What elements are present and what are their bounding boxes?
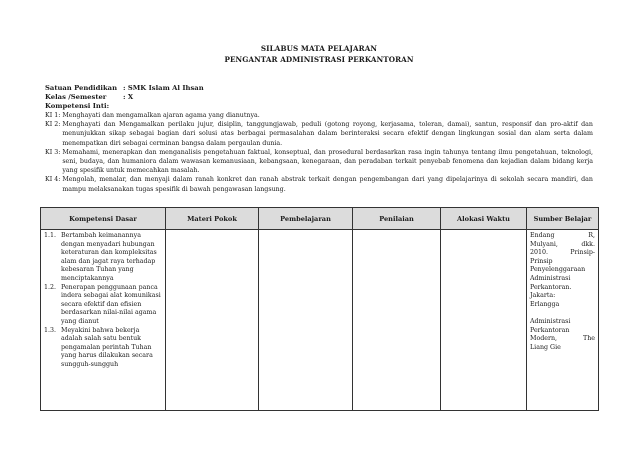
kd-text: Meyakini bahwa bekerja adalah salah satu bentuk pengamalan perintah Tuhan yang harus dilakukan secara sungguh-sungguh [61,326,153,368]
sumber-line [530,241,595,250]
header-materi-pokok: Materi Pokok [166,208,259,230]
kd-number: 1.2. [44,283,57,291]
kompetensi-inti-list [45,111,593,194]
ki-item [45,111,593,120]
sumber-line: Erlangga [530,300,560,308]
table-row [41,230,599,411]
sumber-spacer [530,309,595,318]
kd-number: 1.1. [44,232,57,239]
kd-item [44,327,162,370]
sumber-text: Prinsip- [570,249,595,257]
cell-pembelajaran [259,230,353,411]
document-title: SILABUS MATA PELAJARAN [260,44,378,53]
syllabus-table [40,207,599,411]
header-kompetensi-dasar: Kompetensi Dasar [41,208,166,230]
ki-text: Memahami, menerapkan dan menganalisis pengetahuan faktual, konseptual, dan prosedural berdasarkan rasa ingin tahunya tentang ilmu pengetahuan, teknologi, seni, budaya, dan humaniora dalam wawasan kemanusiaan, kebangsaan, kenegaraan, dan peradaban terkait penyebab fenomena dan kejadian dalam bidang kerja yang spesifik untuk memecahkan masalah. [62,148,593,175]
sumber-line: Liang Gie [530,343,561,351]
header-sumber-belajar: Sumber Belajar [527,208,599,230]
sumber-line: Perkantoran [530,326,570,334]
header-pembelajaran: Pembelajaran [259,208,353,230]
sumber-text: Modern, [530,335,558,343]
table-header-row [41,208,599,230]
ki-label: KI 1: [45,112,61,119]
kd-number: 1.3. [44,326,57,334]
sumber-line: Administrasi [530,274,571,282]
sumber-text: Mulyani, [530,240,558,248]
sumber-text: 2010. [530,249,549,257]
sumber-line [530,232,595,241]
header-alokasi-waktu: Alokasi Waktu [441,208,527,230]
sumber-text: Endang [530,232,555,239]
sumber-line: Perkantoran. [530,283,572,291]
meta-kelas-semester [45,93,133,101]
kelas-value: : X [123,93,134,101]
ki-item [45,148,593,176]
kd-text: Penerapan penggunaan panca indera sebagai alat komunikasi secara efektif dan efisien berdasarkan nilai-nilai agama yang dianut [61,283,161,325]
ki-text: Mengolah, menalar, dan menyaji dalam ranah konkret dan ranah abstrak terkait dengan pengembangan dari yang dipelajarinya di sekolah secara mandiri, dan mampu melaksanakan tugas spesifik di bawah pengawasan langsung. [62,176,593,193]
header-penilaian: Penilaian [353,208,441,230]
meta-satuan-pendidikan [45,84,204,92]
satuan-value: : SMK Islam Al Ihsan [123,84,204,92]
sumber-line: Penyelenggaraan [530,266,586,274]
kd-item [44,232,162,284]
ki-item [45,175,593,193]
kd-item [44,284,162,327]
cell-kompetensi-dasar [41,230,166,411]
sumber-text: The [583,335,595,343]
ki-item [45,120,593,148]
sumber-text: dkk. [581,240,595,248]
kelas-label: Kelas /Semester [45,93,107,101]
sumber-line: Administrasi [530,317,571,325]
sumber-line [530,335,595,344]
ki-text: Menghayati dan mengamalkan ajaran agama yang dianutnya. [62,112,260,119]
sumber-line: Jakarta: [530,292,556,300]
ki-label: KI 2: [45,121,61,129]
sumber-line [530,249,595,258]
sumber-text: R, [588,232,595,239]
ki-text: Menghayati dan Mengamalkan perilaku jujur, disiplin, tanggungjawab, peduli (gotong royong, kerjasama, toleran, damai), santun, responsif dan pro-aktif dan menunjukkan sikap sebagai bagian dari solusi atas berbagai permasalahan dalam berinteraksi secara efektif dengan lingkungan sosial dan alam serta dalam menempatkan diri sebagai cerminan bangsa dalam pergaulan dunia. [62,121,593,147]
satuan-label: Satuan Pendidikan [45,84,118,92]
kd-text: Bertambah keimanannya dengan menyadari hubungan keteraturan dan kompleksitas alam dan jagat raya terhadap kebesaran Tuhan yang menciptakannya [61,232,157,282]
cell-sumber-belajar [527,230,599,411]
cell-alokasi-waktu [441,230,527,411]
document-subtitle: PENGANTAR ADMINISTRASI PERKANTORAN [224,55,414,64]
sumber-line: Prinsip [530,257,553,265]
cell-penilaian [353,230,441,411]
ki-label: KI 4: [45,176,61,184]
kompetensi-inti-heading: Kompetensi Inti: [45,102,110,110]
ki-label: KI 3: [45,148,61,156]
cell-materi-pokok [166,230,259,411]
